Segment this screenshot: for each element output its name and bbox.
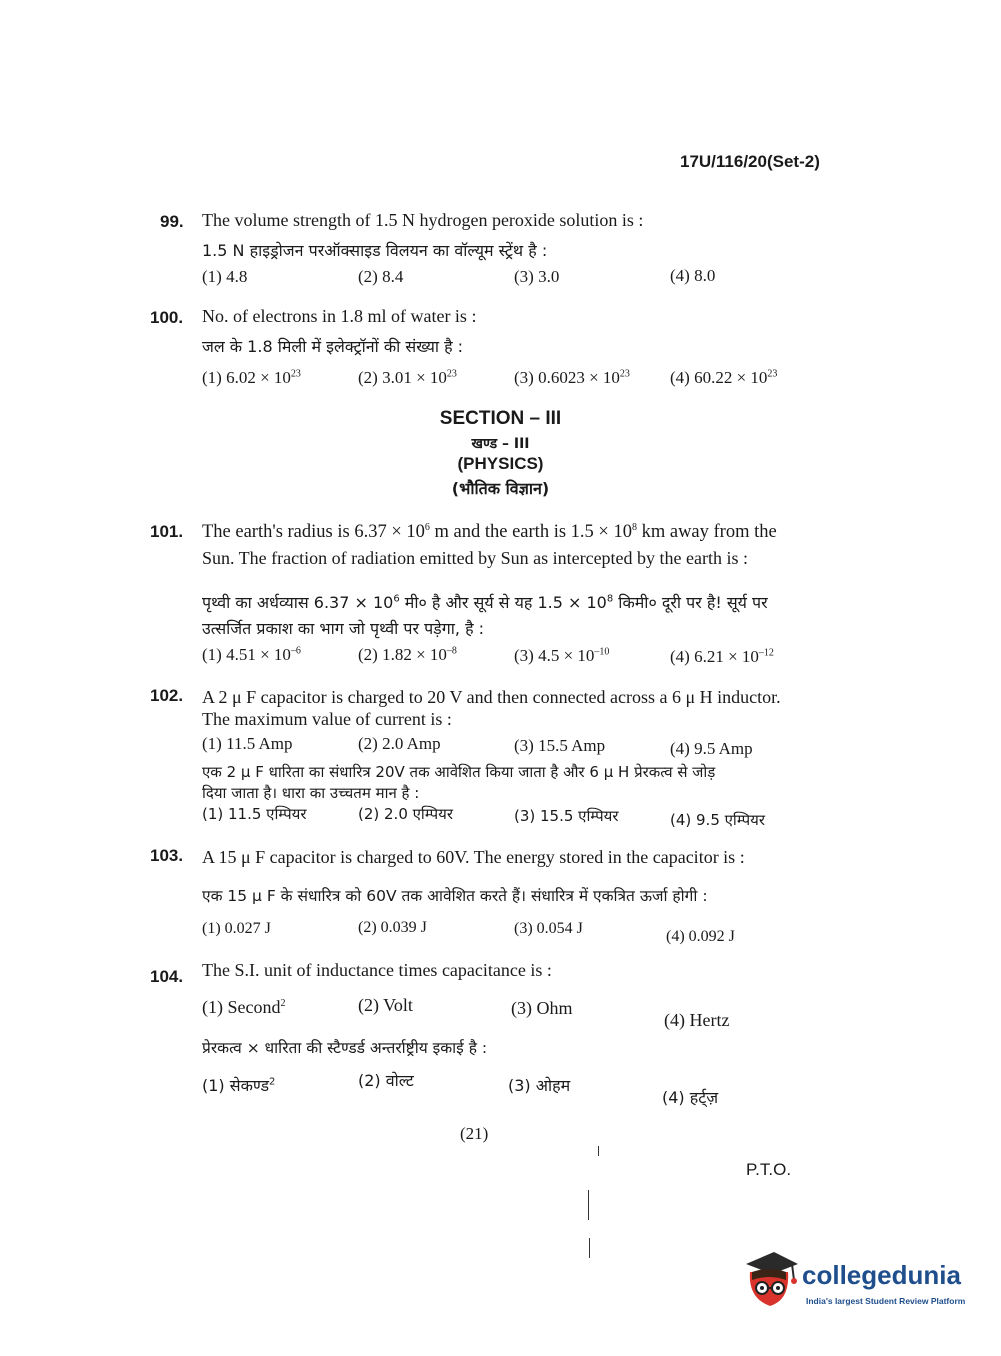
option-3: (3) $0.6023 \times 10^{23}$ bbox=[514, 368, 630, 387]
question-number: 100. bbox=[150, 308, 184, 327]
option-1: (1) Second$^2$ bbox=[202, 997, 286, 1017]
pto-label: P.T.O. bbox=[746, 1160, 792, 1179]
option-hi-1: (1) 11.5 एम्पियर bbox=[202, 805, 307, 823]
option-2: (2) 0.039 J bbox=[358, 919, 427, 936]
section-subject: (PHYSICS) bbox=[457, 454, 544, 473]
option-4: (4) 0.092 J bbox=[666, 928, 735, 945]
brand-name: collegedunia bbox=[802, 1260, 961, 1290]
question-text-en: A 15 μ F capacitor is charged to 60V. The energy stored in the capacitor is : bbox=[202, 847, 745, 867]
question-number: 101. bbox=[150, 522, 184, 541]
option-1: (1) $4.51 \times 10^{-6}$ bbox=[202, 645, 301, 664]
paper-code: 17U/116/20(Set-2) bbox=[680, 152, 820, 171]
question-text-en: No. of electrons in 1.8 ml of water is : bbox=[202, 306, 477, 326]
question-text-en-line2: Sun. The fraction of radiation emitted by Sun as intercepted by the earth is : bbox=[202, 548, 749, 568]
question-number: 104. bbox=[150, 967, 184, 986]
option-4: (4) $60.22 \times 10^{23}$ bbox=[670, 368, 778, 387]
question-number: 103. bbox=[150, 846, 184, 865]
question-text-hi: जल के 1.8 मिली में इलेक्ट्रॉनों की संख्या है : bbox=[202, 337, 464, 356]
option-4: (4) Hertz bbox=[664, 1010, 730, 1030]
question-text-en-line1: A 2 μ F capacitor is charged to 20 V and then connected across a 6 μ H inductor. bbox=[202, 687, 781, 707]
option-4: (4) $6.21 \times 10^{-12}$ bbox=[670, 647, 774, 666]
option-hi-4: (4) हर्ट्ज़ bbox=[662, 1088, 719, 1107]
question-text-hi: 1.5 N हाइड्रोजन परऑक्साइड विलयन का वॉल्यूम स्ट्रेंथ है : bbox=[202, 241, 548, 260]
option-3: (3) Ohm bbox=[511, 998, 573, 1018]
option-3: (3) 0.054 J bbox=[514, 920, 583, 937]
option-2: (2) 8.4 bbox=[358, 267, 404, 286]
brand-tagline: India's largest Student Review Platform bbox=[806, 1296, 966, 1306]
option-3: (3) 3.0 bbox=[514, 267, 560, 286]
page-number: (21) bbox=[460, 1124, 489, 1143]
option-hi-2: (2) 2.0 एम्पियर bbox=[358, 805, 453, 823]
question-text-hi: प्रेरकत्व × धारिता की स्टैण्डर्ड अन्तर्राष्ट्रीय इकाई है : bbox=[202, 1039, 488, 1057]
question-text-en-line1: The earth's radius is $6.37 \times 10^6$ m and the earth is $1.5 \times 10^8$ km away from the bbox=[202, 521, 777, 542]
option-1: (1) 11.5 Amp bbox=[202, 734, 293, 753]
question-text-hi-line1: एक 2 μ F धारिता का संधारित्र 20V तक आवेशित किया जाता है और 6 μ H प्रेरकत्व से जोड़ bbox=[202, 763, 716, 781]
option-1: (1) $6.02 \times 10^{23}$ bbox=[202, 368, 301, 387]
option-1: (1) 4.8 bbox=[202, 267, 248, 286]
option-hi-2: (2) वोल्ट bbox=[358, 1071, 414, 1090]
section-subject-hi: (भौतिक विज्ञान) bbox=[451, 479, 550, 498]
option-hi-3: (3) ओहम bbox=[508, 1076, 571, 1095]
section-title: SECTION – III bbox=[439, 408, 562, 429]
mascot-icon bbox=[740, 1248, 802, 1312]
scan-mark bbox=[588, 1190, 589, 1220]
question-text-en: The volume strength of 1.5 N hydrogen peroxide solution is : bbox=[202, 210, 644, 230]
scan-mark bbox=[598, 1146, 599, 1156]
option-hi-1: (1) सेकण्ड$^2$ bbox=[202, 1076, 276, 1095]
option-hi-3: (3) 15.5 एम्पियर bbox=[514, 807, 619, 825]
question-number: 102. bbox=[150, 686, 184, 705]
option-2: (2) $1.82 \times 10^{-8}$ bbox=[358, 645, 457, 664]
question-text-en: The S.I. unit of inductance times capacitance is : bbox=[202, 960, 552, 980]
option-1: (1) 0.027 J bbox=[202, 920, 271, 937]
option-3: (3) 15.5 Amp bbox=[514, 736, 606, 755]
option-4: (4) 8.0 bbox=[670, 266, 716, 285]
question-number: 99. bbox=[160, 212, 184, 231]
question-text-hi-line2: उत्सर्जित प्रकाश का भाग जो पृथ्वी पर पड़ेगा, है : bbox=[202, 619, 485, 638]
option-hi-4: (4) 9.5 एम्पियर bbox=[670, 811, 765, 829]
section-subtitle-hi: खण्ड – III bbox=[471, 436, 530, 452]
scan-mark bbox=[589, 1238, 590, 1258]
question-text-hi-line2: दिया जाता है। धारा का उच्चतम मान है : bbox=[202, 784, 420, 802]
question-text-hi-line1: पृथ्वी का अर्धव्यास $6.37 \times 10^6$ मी० है और सूर्य से यह $1.5 \times 10^8$ किमी० दूरी पर है! सूर्य पर bbox=[202, 593, 768, 612]
option-3: (3) $4.5 \times 10^{-10}$ bbox=[514, 646, 610, 665]
option-2: (2) Volt bbox=[358, 995, 413, 1015]
option-4: (4) 9.5 Amp bbox=[670, 739, 753, 758]
question-text-en-line2: The maximum value of current is : bbox=[202, 709, 452, 729]
collegedunia-watermark bbox=[740, 1248, 972, 1318]
option-2: (2) 2.0 Amp bbox=[358, 734, 441, 753]
option-2: (2) $3.01 \times 10^{23}$ bbox=[358, 368, 457, 387]
question-text-hi: एक 15 μ F के संधारित्र को 60V तक आवेशित करते हैं। संधारित्र में एकत्रित ऊर्जा होगी : bbox=[202, 887, 708, 905]
